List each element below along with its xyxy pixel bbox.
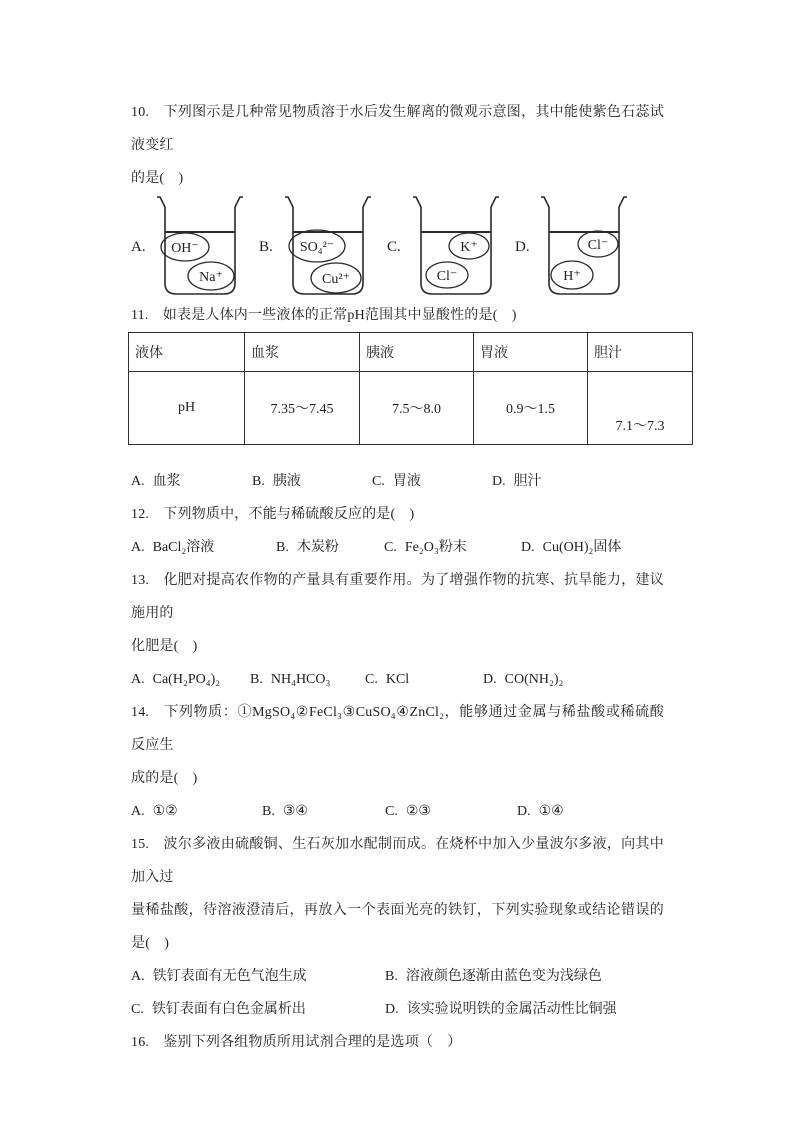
question-15 [131,828,664,1026]
ion-label: Na⁺ [199,270,223,285]
option-key: D. [385,1002,399,1017]
option-key: B. [250,672,263,687]
beaker-label-d: D. [515,238,530,255]
ph-table-header-pancreatic: 胰液 [360,333,474,372]
question-12-text: 12. 下列物质中，不能与稀硫酸反应的是( ) [131,507,415,522]
question-14-text-line-1: 14. 下列物质：①MgSO₄②FeCl₃③CuSO₄④ZnCl₂，能够通过金属与稀盐酸或稀硫酸反应生 [131,705,664,753]
option-text: 木炭粉 [296,540,339,555]
option-11-a [131,465,252,498]
ph-table-header-plasma: 血浆 [245,333,360,372]
beaker-option-a [131,195,244,299]
option-text: 血浆 [152,474,181,489]
ph-table-header-gastric: 胃液 [474,333,588,372]
ion-label: SO₄²⁻ [299,240,335,255]
question-14-text-line-2: 成的是( ) [131,771,198,786]
beaker-diagram-a [156,195,244,299]
option-11-b [252,465,372,498]
beaker-outline [541,197,627,294]
option-key: D. [521,540,535,555]
option-key: C. [385,804,398,819]
option-text: ②③ [405,804,431,819]
option-key: A. [131,540,145,555]
option-13-d [483,663,664,696]
question-12 [131,498,664,564]
ion-label: Cu²⁺ [322,272,350,287]
question-10 [131,96,664,195]
option-14-a [131,795,262,828]
option-text: 该实验说明铁的金属活动性比铜强 [406,1002,617,1017]
ion-label: Cl⁻ [436,269,458,284]
beaker-option-d [515,195,628,299]
option-key: C. [384,540,397,555]
option-text: ③④ [282,804,308,819]
ion-label: K⁺ [460,240,478,255]
option-15-a [131,960,385,993]
option-text: 胰液 [272,474,301,489]
beaker-label-a: A. [131,238,146,255]
option-14-b [262,795,385,828]
option-14-d [517,795,664,828]
option-14-c [385,795,517,828]
option-text: Ca(H₂PO₄)₂ [152,672,221,687]
question-15-options [131,960,664,1026]
ion-label: Cl⁻ [587,238,609,253]
option-text: NH₄HCO₃ [270,672,331,687]
option-15-d [385,993,664,1026]
option-text: KCl [385,672,410,687]
ion-label: OH⁻ [171,241,199,256]
ph-table-header-liquid: 液体 [129,333,245,372]
ph-value-plasma: 7.35～7.45 [245,372,360,445]
option-text: ①④ [538,804,564,819]
ph-table-header-bile: 胆汁 [588,333,693,372]
question-13-text-line-1: 13. 化肥对提高农作物的产量具有重要作用。为了增强作物的抗寒、抗旱能力，建议施用的 [131,573,664,621]
ph-row-label: pH [129,372,245,445]
ph-table [128,332,693,445]
question-13-options [131,663,664,696]
option-text: 铁钉表面有无色气泡生成 [152,969,307,984]
option-12-a [131,531,276,564]
option-text: ①② [152,804,178,819]
question-13 [131,564,664,696]
option-key: C. [372,474,385,489]
option-15-b [385,960,664,993]
option-11-c [372,465,492,498]
question-12-options [131,531,664,564]
option-text: Fe₂O₃粉末 [404,540,467,555]
question-11 [131,299,664,498]
beaker-diagram-d [540,195,628,299]
ph-value-gastric: 0.9～1.5 [474,372,588,445]
beaker-diagram-c [412,195,500,299]
option-12-b [276,531,384,564]
option-key: D. [483,672,497,687]
beaker-diagram-b [284,195,372,299]
option-11-d [492,465,664,498]
option-text: 铁钉表面有白色金属析出 [151,1002,306,1017]
beaker-option-b [259,195,372,299]
ph-table-header-row [129,333,693,372]
ph-table-value-row [129,372,693,445]
option-text: BaCl₂溶液 [152,540,215,555]
option-text: 胆汁 [513,474,542,489]
question-15-text-line-2: 量稀盐酸，待溶液澄清后，再放入一个表面光亮的铁钉，下列实验现象或结论错误的是( ) [131,903,664,951]
beaker-option-c [387,195,500,299]
option-key: A. [131,969,145,984]
option-key: B. [252,474,265,489]
question-16 [131,1026,664,1059]
question-11-text: 11. 如表是人体内一些液体的正常pH范围其中显酸性的是( ) [131,308,517,323]
option-key: C. [131,1002,144,1017]
ph-value-bile: 7.1～7.3 [588,372,693,445]
option-key: D. [492,474,506,489]
option-13-a [131,663,250,696]
option-key: B. [385,969,398,984]
ion-label: H⁺ [563,269,581,284]
question-10-diagrams [131,195,664,299]
question-14-options [131,795,664,828]
option-key: A. [131,804,145,819]
question-11-options [131,465,664,498]
option-key: B. [276,540,289,555]
option-key: A. [131,474,145,489]
option-key: C. [365,672,378,687]
option-15-c [131,993,385,1026]
option-key: A. [131,672,145,687]
option-text: 胃液 [392,474,421,489]
beaker-label-b: B. [259,238,273,255]
question-13-text-line-2: 化肥是( ) [131,639,198,654]
beaker-label-c: C. [387,238,401,255]
question-10-text-line-1: 10. 下列图示是几种常见物质溶于水后发生解离的微观示意图，其中能使紫色石蕊试液变红 [131,105,664,153]
option-text: CO(NH₂)₂ [504,672,564,687]
option-key: B. [262,804,275,819]
option-13-b [250,663,365,696]
option-key: D. [517,804,531,819]
question-14 [131,696,664,828]
question-15-text-line-1: 15. 波尔多液由硫酸铜、生石灰加水配制而成。在烧杯中加入少量波尔多液，向其中加入过 [131,837,664,885]
option-text: Cu(OH)₂固体 [542,540,622,555]
option-text: 溶液颜色逐渐由蓝色变为浅绿色 [405,969,602,984]
question-10-text-line-2: 的是( ) [131,171,184,186]
option-13-c [365,663,483,696]
question-16-text: 16. 鉴别下列各组物质所用试剂合理的是选项（ ） [131,1035,462,1050]
option-12-c [384,531,521,564]
ph-value-pancreatic: 7.5～8.0 [360,372,474,445]
option-12-d [521,531,664,564]
